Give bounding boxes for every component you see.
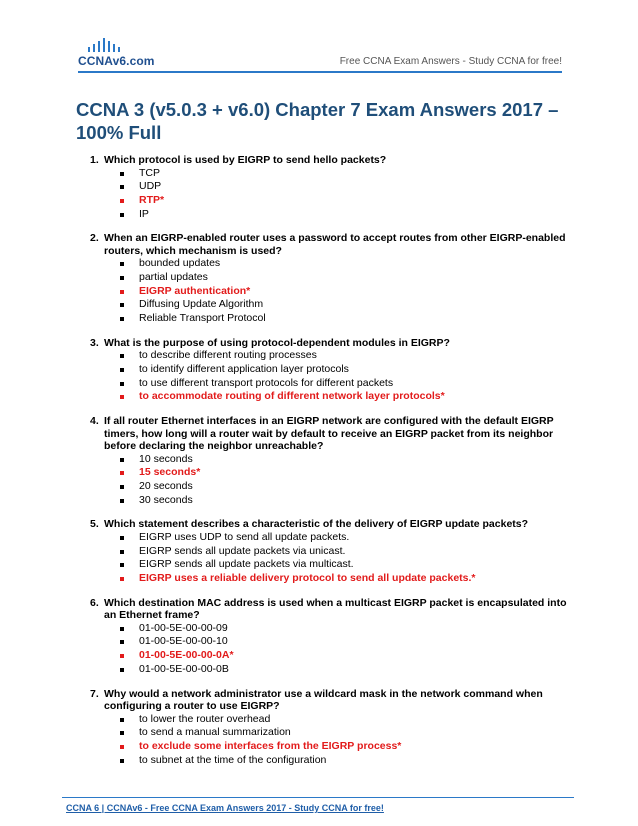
- correct-answer-option: [120, 390, 570, 404]
- answer-option: [120, 208, 570, 222]
- question-heading: [70, 337, 570, 350]
- answer-option: [120, 167, 570, 181]
- question-number: 2.: [90, 232, 99, 245]
- option-text: to exclude some interfaces from the EIGRP process*: [139, 739, 402, 752]
- option-text: to subnet at the time of the configuration: [139, 753, 327, 766]
- option-text: to use different transport protocols for different packets: [139, 376, 394, 389]
- square-bullet-icon: [120, 480, 139, 493]
- option-text: partial updates: [139, 271, 208, 284]
- square-bullet-icon: [120, 531, 139, 544]
- square-bullet-icon: [120, 635, 139, 648]
- square-bullet-icon: [120, 713, 139, 726]
- square-bullet-icon: [120, 726, 139, 739]
- option-text: RTP*: [139, 193, 165, 206]
- question-number: 3.: [90, 336, 99, 349]
- option-text: EIGRP sends all update packets via multicast.: [139, 558, 354, 571]
- square-bullet-icon: [120, 466, 139, 479]
- correct-answer-option: [120, 572, 570, 586]
- answer-option: [120, 531, 570, 545]
- answer-option: [120, 545, 570, 559]
- answer-option: [120, 713, 570, 727]
- square-bullet-icon: [120, 453, 139, 466]
- square-bullet-icon: [120, 167, 139, 180]
- question-number: 1.: [90, 154, 99, 166]
- option-text: to send a manual summarization: [139, 726, 291, 739]
- square-bullet-icon: [120, 271, 139, 284]
- answer-options: [70, 453, 570, 508]
- square-bullet-icon: [120, 663, 139, 676]
- option-text: 15 seconds*: [139, 466, 201, 479]
- answer-options: [70, 531, 570, 586]
- question-item: [70, 337, 570, 404]
- option-text: bounded updates: [139, 257, 221, 270]
- answer-option: [120, 180, 570, 194]
- square-bullet-icon: [120, 740, 139, 753]
- answer-option: [120, 271, 570, 285]
- answer-option: [120, 298, 570, 312]
- square-bullet-icon: [120, 312, 139, 325]
- option-text: to lower the router overhead: [139, 712, 271, 725]
- option-text: 10 seconds: [139, 452, 193, 465]
- option-text: 01-00-5E-00-00-0A*: [139, 649, 234, 662]
- answer-options: [70, 257, 570, 326]
- option-text: 30 seconds: [139, 493, 193, 506]
- option-text: to accommodate routing of different network layer protocols*: [139, 390, 445, 403]
- option-text: EIGRP sends all update packets via unicast.: [139, 544, 346, 557]
- square-bullet-icon: [120, 494, 139, 507]
- option-text: IP: [139, 207, 149, 220]
- answer-options: [70, 713, 570, 768]
- option-text: EIGRP authentication*: [139, 284, 251, 297]
- square-bullet-icon: [120, 180, 139, 193]
- option-text: Diffusing Update Algorithm: [139, 298, 264, 311]
- square-bullet-icon: [120, 754, 139, 767]
- option-text: UDP: [139, 180, 162, 193]
- answer-option: [120, 363, 570, 377]
- question-item: [70, 154, 570, 221]
- answer-options: [70, 167, 570, 222]
- page-header: [78, 38, 562, 72]
- question-heading: [70, 597, 570, 622]
- question-text: If all router Ethernet interfaces in an EIGRP network are configured with the default EIGRP timers, how long will a router wait by default to receive an EIGRP packet from its neighbor before declaring the neighbor unreachable?: [104, 415, 554, 453]
- answer-option: [120, 349, 570, 363]
- answer-option: [120, 480, 570, 494]
- square-bullet-icon: [120, 363, 139, 376]
- square-bullet-icon: [120, 572, 139, 585]
- question-item: [70, 415, 570, 507]
- square-bullet-icon: [120, 390, 139, 403]
- square-bullet-icon: [120, 649, 139, 662]
- question-item: [70, 688, 570, 768]
- question-number: 4.: [90, 415, 99, 428]
- option-text: to describe different routing processes: [139, 349, 317, 362]
- answer-option: [120, 754, 570, 768]
- question-text: What is the purpose of using protocol-dependent modules in EIGRP?: [104, 336, 450, 349]
- answer-option: [120, 622, 570, 636]
- option-text: 01-00-5E-00-00-0B: [139, 662, 229, 675]
- square-bullet-icon: [120, 349, 139, 362]
- footer-link[interactable]: CCNA 6 | CCNAv6 - Free CCNA Exam Answers 2017 - Study CCNA for free!: [66, 803, 384, 813]
- option-text: 01-00-5E-00-00-09: [139, 621, 228, 634]
- square-bullet-icon: [120, 208, 139, 221]
- answer-option: [120, 257, 570, 271]
- answer-options: [70, 622, 570, 677]
- option-text: EIGRP uses a reliable delivery protocol to send all update packets.*: [139, 572, 476, 585]
- option-text: EIGRP uses UDP to send all update packets.: [139, 530, 350, 543]
- site-logo[interactable]: [78, 38, 188, 72]
- signal-bars-icon: [88, 38, 148, 54]
- option-text: to identify different application layer protocols: [139, 363, 349, 376]
- option-text: 01-00-5E-00-00-10: [139, 635, 228, 648]
- question-item: [70, 597, 570, 677]
- square-bullet-icon: [120, 257, 139, 270]
- answer-option: [120, 635, 570, 649]
- question-text: Why would a network administrator use a wildcard mask in the network command when configuring a router to use EIGRP?: [104, 687, 543, 713]
- answer-option: [120, 377, 570, 391]
- answer-option: [120, 494, 570, 508]
- page-title: CCNA 3 (v5.0.3 + v6.0) Chapter 7 Exam Answers 2017 – 100% Full: [76, 99, 559, 143]
- question-item: [70, 232, 570, 326]
- question-heading: [70, 688, 570, 713]
- question-heading: [70, 415, 570, 453]
- square-bullet-icon: [120, 298, 139, 311]
- square-bullet-icon: [120, 558, 139, 571]
- question-number: 6.: [90, 596, 99, 609]
- correct-answer-option: [120, 285, 570, 299]
- answer-option: [120, 312, 570, 326]
- answer-option: [120, 663, 570, 677]
- footer-divider: [62, 797, 574, 798]
- answer-options: [70, 349, 570, 404]
- header-divider: [78, 71, 562, 73]
- question-heading: [70, 518, 570, 531]
- option-text: Reliable Transport Protocol: [139, 312, 266, 325]
- correct-answer-option: [120, 194, 570, 208]
- option-text: 20 seconds: [139, 480, 193, 493]
- square-bullet-icon: [120, 194, 139, 207]
- answer-option: [120, 726, 570, 740]
- question-text: Which protocol is used by EIGRP to send hello packets?: [104, 154, 387, 166]
- correct-answer-option: [120, 740, 570, 754]
- correct-answer-option: [120, 466, 570, 480]
- question-item: [70, 518, 570, 585]
- question-list: [70, 154, 570, 778]
- square-bullet-icon: [120, 622, 139, 635]
- answer-option: [120, 453, 570, 467]
- answer-option: [120, 558, 570, 572]
- square-bullet-icon: [120, 285, 139, 298]
- question-heading: [70, 154, 570, 167]
- option-text: TCP: [139, 166, 160, 179]
- question-number: 7.: [90, 687, 99, 700]
- header-tagline: Free CCNA Exam Answers - Study CCNA for free!: [339, 56, 562, 67]
- logo-text: CCNAv6.com: [78, 54, 155, 68]
- square-bullet-icon: [120, 377, 139, 390]
- question-text: Which statement describes a characteristic of the delivery of EIGRP update packets?: [104, 518, 529, 531]
- question-heading: [70, 232, 570, 257]
- question-number: 5.: [90, 518, 99, 531]
- question-text: Which destination MAC address is used when a multicast EIGRP packet is encapsulated into an Ethernet frame?: [104, 596, 567, 622]
- question-text: When an EIGRP-enabled router uses a password to accept routes from other EIGRP-enabled routers, which mechanism is used?: [104, 232, 566, 257]
- correct-answer-option: [120, 649, 570, 663]
- square-bullet-icon: [120, 545, 139, 558]
